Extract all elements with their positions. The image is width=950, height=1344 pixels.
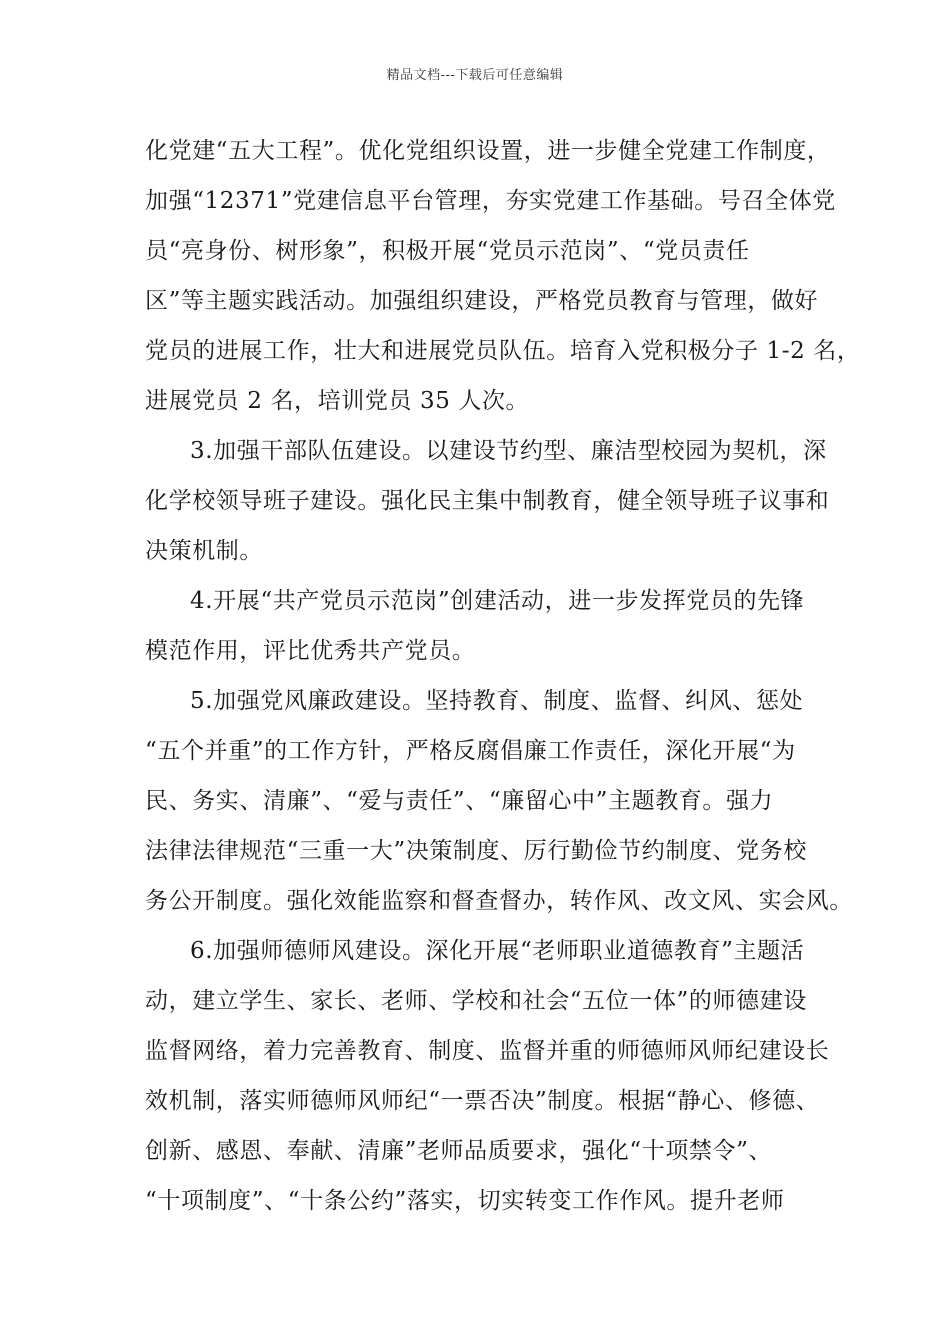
text-line: 监督网络，着力完善教育、制度、监督并重的师德师风师纪建设长: [145, 1038, 830, 1064]
text-line: 党员的进展工作，壮大和进展党员队伍。培育入党积极分子 1-2 名，: [145, 338, 861, 364]
text-line: 进展党员 2 名，培训党员 35 人次。: [145, 388, 530, 414]
text-line: 法律法律规范“三重一大”决策制度、厉行勤俭节约制度、党务校: [145, 838, 807, 864]
text-line: 模范作用，评比优秀共产党员。: [145, 638, 476, 664]
paragraph-5-start: 5.加强党风廉政建设。坚持教育、制度、监督、纠风、惩处: [190, 688, 804, 714]
text-line: 区”等主题实践活动。加强组织建设，严格党员教育与管理，做好: [145, 288, 819, 314]
text-line: 决策机制。: [145, 538, 263, 564]
text-line: 化学校领导班子建设。强化民主集中制教育，健全领导班子议事和: [145, 488, 830, 514]
text-line: “十项制度”、“十条公约”落实，切实转变工作作风。提升老师: [145, 1188, 785, 1214]
text-line: 动，建立学生、家长、老师、学校和社会“五位一体”的师德建设: [145, 988, 807, 1014]
text-line: 创新、感恩、奉献、清廉”老师品质要求，强化“十项禁令”、: [145, 1138, 773, 1164]
text-line: 化党建“五大工程”。优化党组织设置，进一步健全党建工作制度，: [145, 138, 831, 164]
text-line: “五个并重”的工作方针，严格反腐倡廉工作责任，深化开展“为: [145, 738, 796, 764]
text-line: 员“亮身份、树形象”，积极开展“党员示范岗”、“党员责任: [145, 238, 750, 264]
page-header: 精品文档---下载后可任意编辑: [386, 68, 564, 83]
text-line: 加强“12371”党建信息平台管理，夯实党建工作基础。号召全体党: [145, 188, 836, 214]
text-line: 效机制，落实师德师风师纪“一票否决”制度。根据“静心、修德、: [145, 1088, 820, 1114]
text-line: 民、务实、清廉”、“爱与责任”、“廉留心中”主题教育。强力: [145, 788, 774, 814]
paragraph-6-start: 6.加强师德师风建设。深化开展“老师职业道德教育”主题活: [190, 938, 805, 964]
paragraph-4-start: 4.开展“共产党员示范岗”创建活动，进一步发挥党员的先锋: [190, 588, 805, 614]
body-text: [145, 126, 861, 1226]
text-line: 务公开制度。强化效能监察和督查督办，转作风、改文风、实会风。: [145, 888, 853, 914]
paragraph-3-start: 3.加强干部队伍建设。以建设节约型、廉洁型校园为契机，深: [190, 438, 827, 464]
